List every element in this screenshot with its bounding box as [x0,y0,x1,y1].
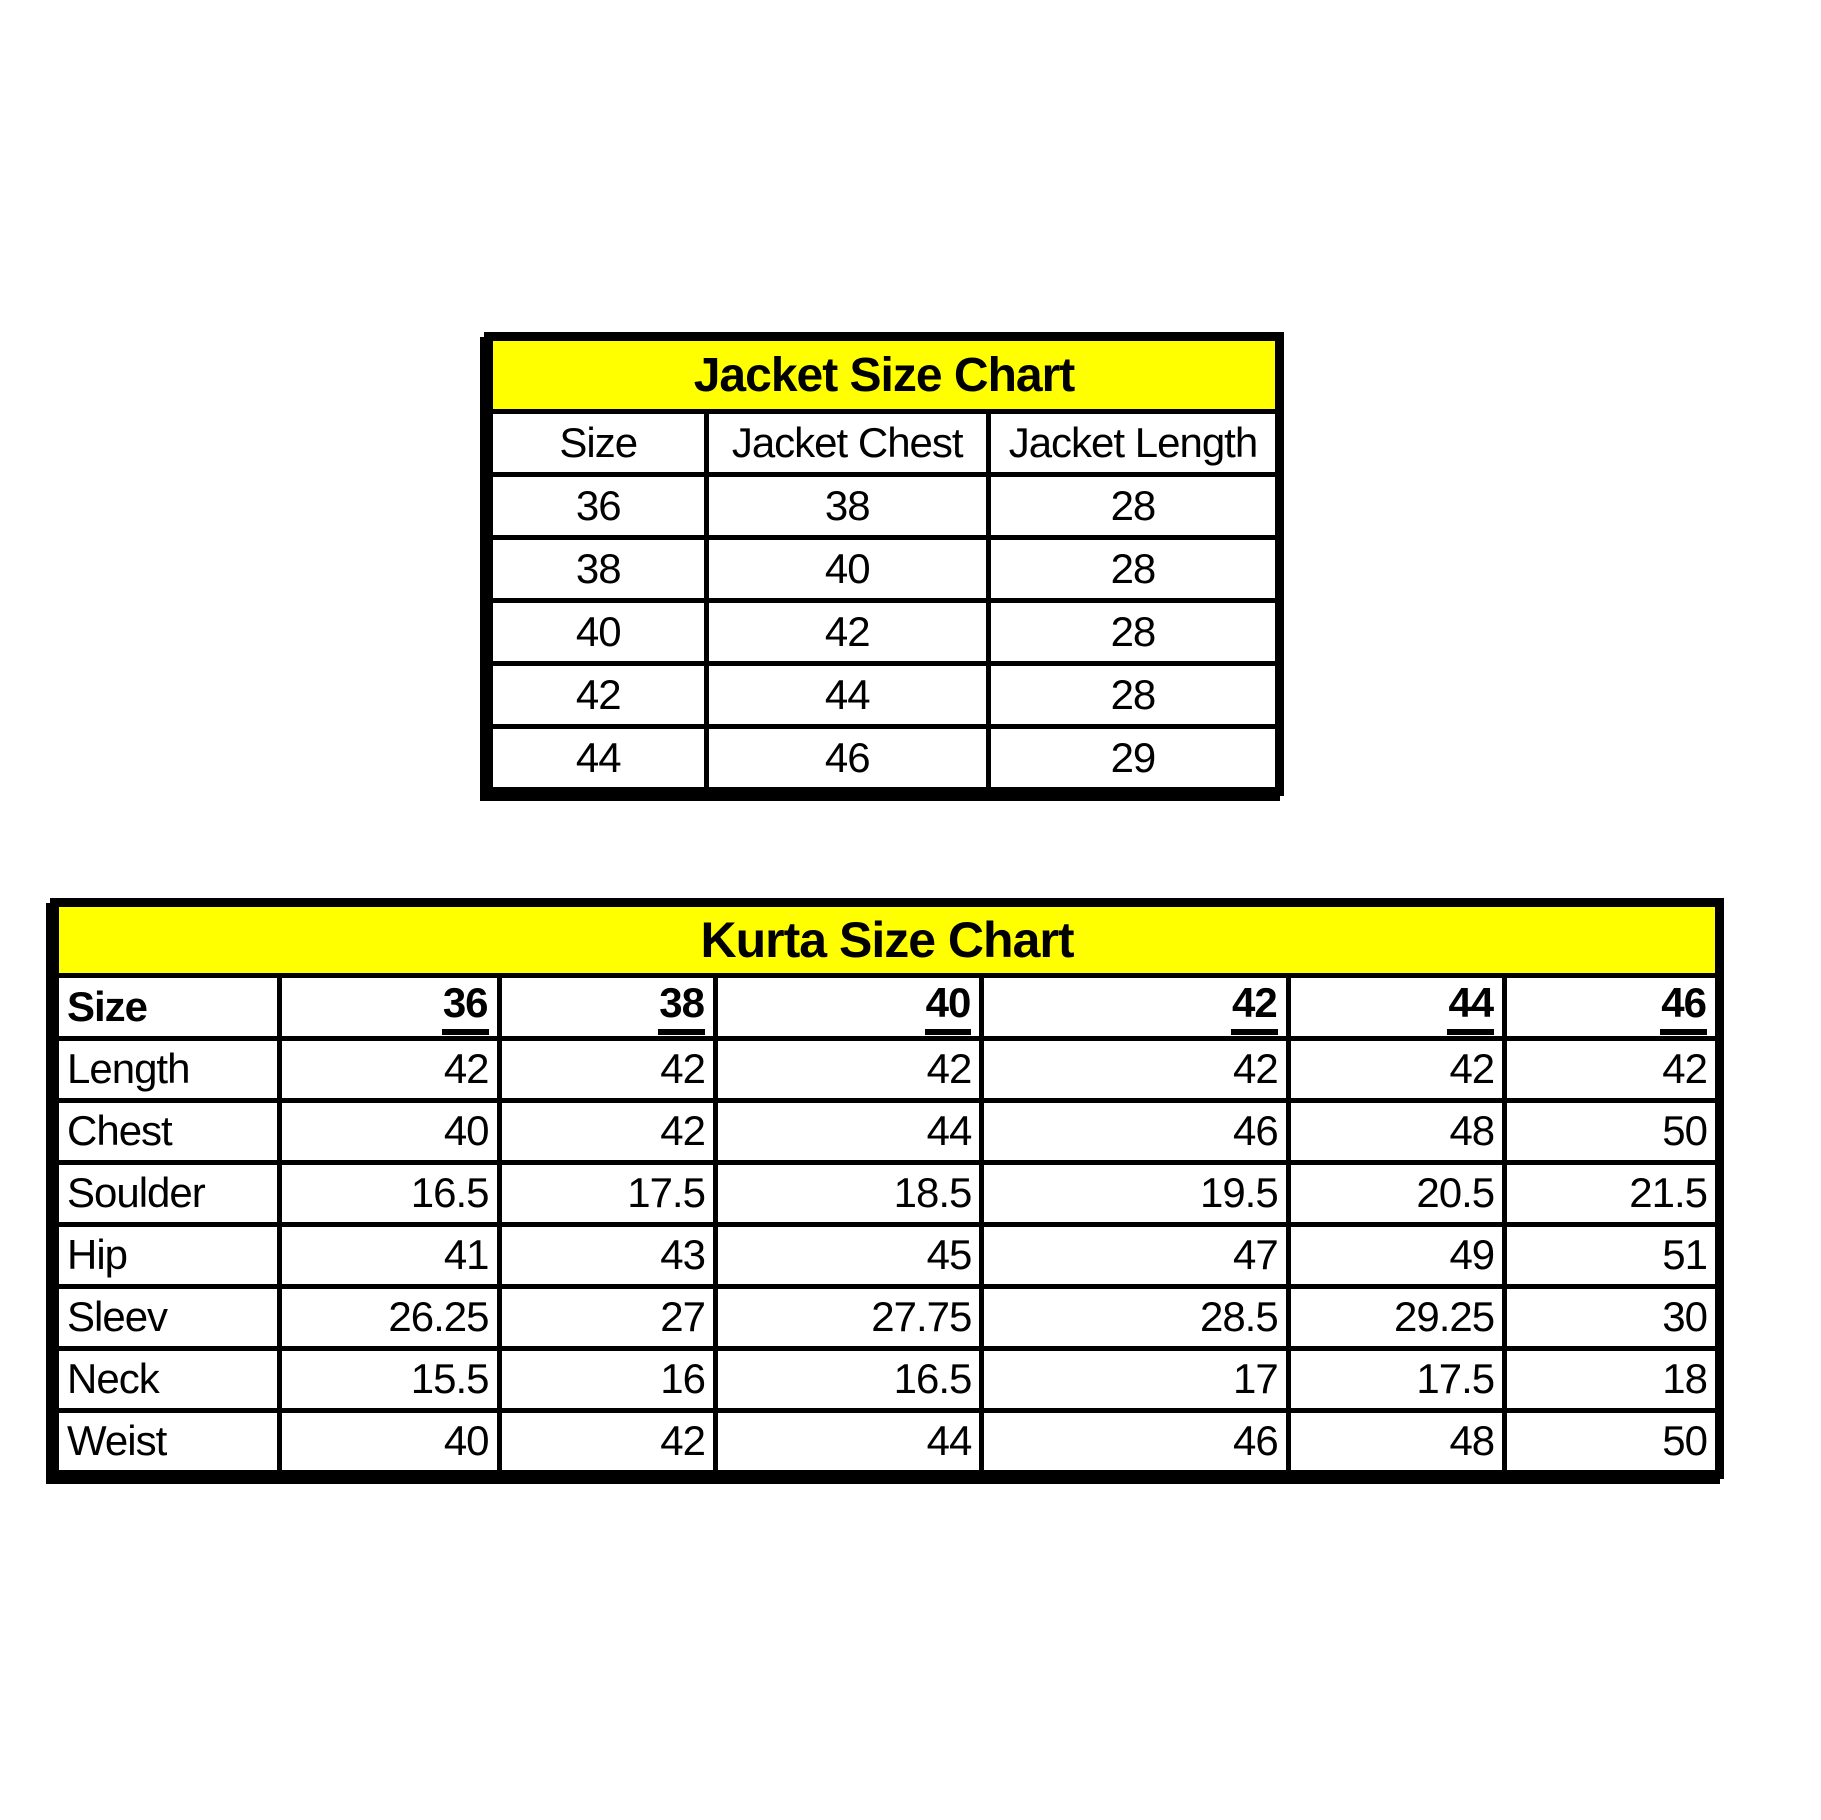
kurta-cell: 43 [499,1224,715,1286]
jacket-cell: 28 [988,664,1279,727]
jacket-data-row [489,601,1280,664]
kurta-row-label: Hip [55,1224,280,1286]
jacket-size-chart-table [484,332,1284,796]
jacket-title-row [489,337,1280,412]
kurta-size-value: 36 [442,983,489,1035]
jacket-column-header: Jacket Length [988,412,1279,475]
kurta-row-label: Soulder [55,1162,280,1224]
kurta-data-row [55,1162,1720,1224]
kurta-title-row [55,903,1720,976]
kurta-cell: 45 [715,1224,981,1286]
kurta-cell: 42 [982,1038,1288,1100]
kurta-cell: 42 [1505,1038,1720,1100]
kurta-cell: 17 [982,1348,1288,1410]
jacket-cell: 38 [706,475,988,538]
kurta-cell: 44 [715,1100,981,1162]
kurta-cell: 30 [1505,1286,1720,1348]
kurta-size-value: 42 [1231,983,1278,1035]
kurta-cell: 16 [499,1348,715,1410]
kurta-size-header [1505,976,1720,1039]
kurta-size-value: 40 [925,983,972,1035]
kurta-size-value: 44 [1447,983,1494,1035]
jacket-cell: 42 [489,664,707,727]
kurta-data-row [55,1100,1720,1162]
kurta-cell: 51 [1505,1224,1720,1286]
kurta-cell: 16.5 [279,1162,499,1224]
kurta-data-row [55,1348,1720,1410]
kurta-cell: 27 [499,1286,715,1348]
jacket-cell: 28 [988,601,1279,664]
kurta-row-label: Length [55,1038,280,1100]
kurta-cell: 50 [1505,1410,1720,1474]
kurta-cell: 44 [715,1410,981,1474]
kurta-cell: 42 [279,1038,499,1100]
kurta-cell: 42 [499,1038,715,1100]
jacket-cell: 42 [706,601,988,664]
kurta-cell: 28.5 [982,1286,1288,1348]
kurta-table-body [55,1038,1720,1474]
jacket-chart-title: Jacket Size Chart [489,337,1280,412]
kurta-cell: 48 [1288,1100,1504,1162]
jacket-cell: 40 [706,538,988,601]
kurta-cell: 40 [279,1410,499,1474]
kurta-data-row [55,1286,1720,1348]
kurta-data-row [55,1410,1720,1474]
kurta-size-chart-table [50,898,1724,1479]
kurta-cell: 18.5 [715,1162,981,1224]
kurta-cell: 42 [499,1100,715,1162]
kurta-size-chart [50,898,1724,1479]
kurta-row-label: Neck [55,1348,280,1410]
jacket-cell: 28 [988,538,1279,601]
kurta-cell: 26.25 [279,1286,499,1348]
jacket-data-row [489,475,1280,538]
kurta-size-header [715,976,981,1039]
kurta-cell: 49 [1288,1224,1504,1286]
kurta-size-header [279,976,499,1039]
kurta-header-row [55,976,1720,1039]
jacket-cell: 29 [988,727,1279,792]
jacket-column-header: Size [489,412,707,475]
kurta-cell: 47 [982,1224,1288,1286]
kurta-size-value: 38 [658,983,705,1035]
jacket-data-row [489,538,1280,601]
jacket-size-chart [484,332,1284,796]
kurta-cell: 40 [279,1100,499,1162]
kurta-row-label: Sleev [55,1286,280,1348]
kurta-cell: 48 [1288,1410,1504,1474]
kurta-row-label: Weist [55,1410,280,1474]
kurta-cell: 19.5 [982,1162,1288,1224]
kurta-cell: 27.75 [715,1286,981,1348]
jacket-cell: 38 [489,538,707,601]
kurta-size-value: 46 [1660,983,1707,1035]
jacket-header-row [489,412,1280,475]
kurta-cell: 18 [1505,1348,1720,1410]
kurta-cell: 17.5 [1288,1348,1504,1410]
kurta-cell: 41 [279,1224,499,1286]
jacket-table-body [489,475,1280,792]
kurta-size-header [499,976,715,1039]
kurta-cell: 17.5 [499,1162,715,1224]
jacket-cell: 46 [706,727,988,792]
jacket-data-row [489,664,1280,727]
kurta-cell: 20.5 [1288,1162,1504,1224]
kurta-cell: 42 [1288,1038,1504,1100]
kurta-cell: 15.5 [279,1348,499,1410]
kurta-cell: 50 [1505,1100,1720,1162]
kurta-cell: 21.5 [1505,1162,1720,1224]
kurta-size-header [982,976,1288,1039]
kurta-size-header [1288,976,1504,1039]
kurta-cell: 16.5 [715,1348,981,1410]
kurta-data-row [55,1038,1720,1100]
kurta-row-label: Chest [55,1100,280,1162]
kurta-chart-title: Kurta Size Chart [55,903,1720,976]
kurta-cell: 29.25 [1288,1286,1504,1348]
jacket-cell: 36 [489,475,707,538]
jacket-column-header: Jacket Chest [706,412,988,475]
jacket-data-row [489,727,1280,792]
kurta-data-row [55,1224,1720,1286]
jacket-cell: 44 [489,727,707,792]
kurta-cell: 46 [982,1100,1288,1162]
kurta-cell: 42 [499,1410,715,1474]
jacket-cell: 40 [489,601,707,664]
kurta-size-header-label: Size [55,976,280,1039]
kurta-cell: 42 [715,1038,981,1100]
kurta-cell: 46 [982,1410,1288,1474]
jacket-cell: 44 [706,664,988,727]
jacket-cell: 28 [988,475,1279,538]
